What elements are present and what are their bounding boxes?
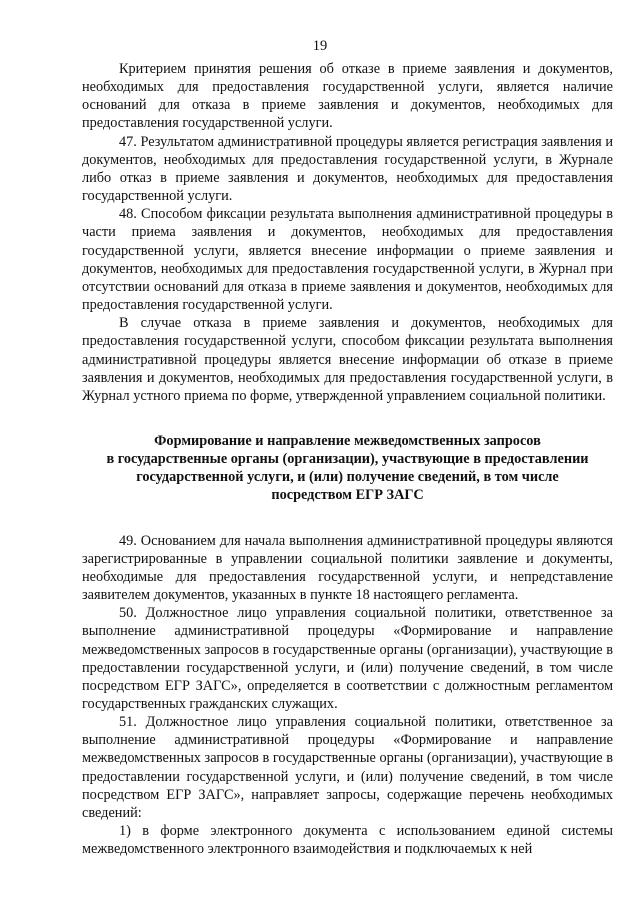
page-number: 19 bbox=[312, 38, 328, 54]
paragraph-50: 50. Должностное лицо управления социальной политики, ответственное за выполнение административной процедуры «Формирование и направление межведомственных запросов в государственные органы (организации), участвующие в предоставлении государственной услуги, и (или) получение сведений, в том числе посредством ЕГР ЗАГС», определяется в соответствии с должностным регламентом государственных гражданских служащих. bbox=[82, 605, 613, 712]
paragraph-51: 51. Должностное лицо управления социальной политики, ответственное за выполнение административной процедуры «Формирование и направление межведомственных запросов в государственные органы (организации), участвующие в предоставлении государственной услуги, и (или) получение сведений, в том числе посредством ЕГР ЗАГС», направляет запросы, содержащие перечень необходимых сведений: bbox=[82, 714, 613, 821]
paragraph-48: 48. Способом фиксации результата выполнения административной процедуры в части приема заявления и документов, необходимых для предоставления государственной услуги, является внесение информации о приеме заявления и документов, необходимых для предоставления государственной услуги, в Журнал при отсутствии оснований для отказа в приеме заявления и документов, необходимых для предоставления государственной услуги. bbox=[82, 206, 613, 314]
heading-line: посредством ЕГР ЗАГС bbox=[271, 487, 424, 504]
paragraph-47: 47. Результатом административной процедуры является регистрация заявления и документов, необходимых для предоставления государственной услуги, в Журнале либо отказ в приеме заявления и документов, необходимых для предоставления государственной услуги. bbox=[82, 133, 613, 205]
document-body bbox=[82, 60, 613, 858]
list-item-1: 1) в форме электронного документа с использованием единой системы межведомственного электронного взаимодействия и подключаемых к ней bbox=[82, 823, 613, 858]
paragraph-refusal-recording: В случае отказа в приеме заявления и документов, необходимых для предоставления государственной услуги, способом фиксации результата выполнения административной процедуры является внесение информации об отказе в приеме заявления и документов, необходимых для предоставления государственной услуги, в Журнал устного приема по форме, утвержденной управлением социальной политики. bbox=[82, 315, 613, 404]
heading-line: Формирование и направление межведомственных запросов bbox=[154, 432, 541, 449]
paragraph-refusal-criterion: Критерием принятия решения об отказе в приеме заявления и документов, необходимых для предоставления государственной услуги, является наличие оснований для отказа в приеме заявления и документов, необходимых для предоставления государственной услуги. bbox=[82, 61, 613, 132]
paragraph-49: 49. Основанием для начала выполнения административной процедуры являются зарегистрированные в управлении социальной политики заявление и документы, необходимые для предоставления государственной услуги, и непредставление заявителем документов, указанных в пункте 18 настоящего регламента. bbox=[82, 532, 613, 604]
section-heading bbox=[82, 432, 613, 505]
heading-line: в государственные органы (организации), участвующие в предоставлении bbox=[106, 451, 589, 468]
heading-line: государственной услуги, и (или) получение сведений, в том числе bbox=[136, 469, 559, 486]
